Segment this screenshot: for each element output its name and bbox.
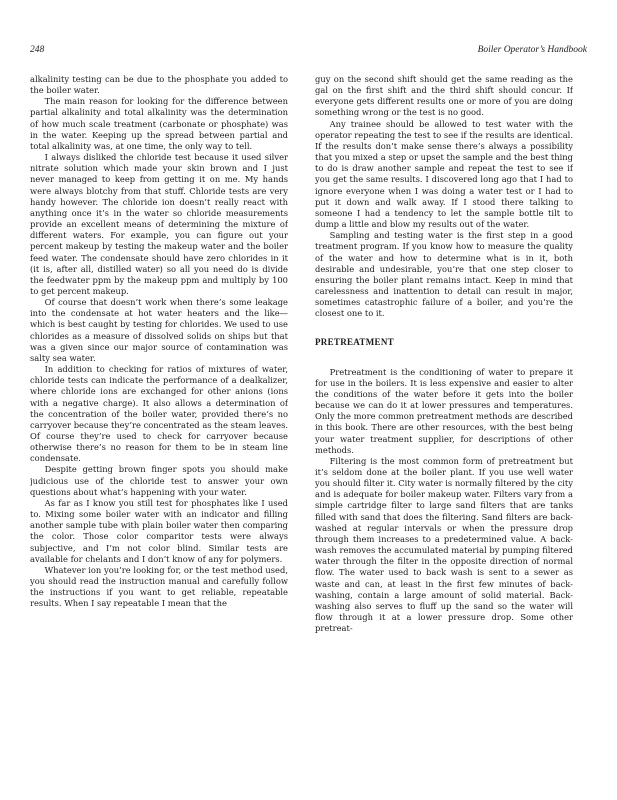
paragraph: The main reason for looking for the difference between partial alkalinity and total alkalinity was the determination of how much scale treatment (carbonate or phosphate) was in the water. Keeping up the spread between partial and total alkalinity was, at one time, the only way to tell. — [30, 96, 288, 151]
paragraph: Despite getting brown finger spots you should make judicious use of the chloride test to answer your own questions about what’s happening with your water. — [30, 464, 288, 497]
paragraph: guy on the second shift should get the same reading as the gal on the first shift and the third shift should concur. If everyone gets different results one or more of you are doing something wrong or the test is no good. — [315, 74, 573, 118]
paragraph: alkalinity testing can be due to the phosphate you added to the boiler water. — [30, 74, 288, 96]
paragraph: Whatever ion you’re looking for, or the test method used, you should read the instruction manual and carefully follow the instructions if you want to get reliable, repeatable results. When I say repeatable I mean that the — [30, 564, 288, 609]
paragraph: Any trainee should be allowed to test water with the operator repeating the test to see if the results are identical. If the results don’t make sense there’s always a possibility that you mixed a step or upset the sample and the best thing to do is draw another sample and repeat the test to see if you get the same results. I discovered long ago that I had to ignore everyone when I was doing a water test or I had to put it down and walk away. If I stood there talking to someone I had a tendency to let the sample bottle tilt to dump a little and blow my results out of the water. — [315, 118, 573, 230]
section-heading: PRETREATMENT — [315, 337, 394, 348]
paragraph: Pretreatment is the conditioning of water to prepare it for use in the boilers. It is less expensive and easier to alter the conditions of the water before it gets into the boiler because we can do it at lower pressures and temperatures. Only the more common pretreatment methods are described in this book. There are other resources, with the best being your water treatment supplier, for descriptions of other methods. — [315, 366, 573, 455]
page-number: 248 — [30, 45, 45, 55]
left-column — [30, 74, 288, 784]
running-title: Boiler Operator’s Handbook — [477, 45, 587, 55]
paragraph: Of course that doesn’t work when there’s some leakage into the condensate at hot water heaters and the like—which is best caught by testing for chlorides. We used to use chlorides as a measure of dissolved solids on ships but that was a given since our major source of contamination was salty sea water. — [30, 297, 288, 363]
paragraph: I always disliked the chloride test because it used silver nitrate solution which made your skin brown and I just never managed to keep from getting it on me. My hands were always blotchy from that stuff. Chloride tests are very handy however. The chloride ion doesn’t really react with anything once it’s in the water so chloride measurements provide an excellent means of determining the mixture of different waters. For example, you can figure out your percent makeup by testing the makeup water and the boiler feed water. The condensate should have zero chlorides in it (it is, after all, distilled water) so all you need do is divide the feedwater ppm by the makeup ppm and multiply by 100 to get percent makeup. — [30, 152, 288, 296]
running-header — [30, 45, 587, 59]
right-column — [315, 74, 573, 784]
paragraph: As far as I know you still test for phosphates like I used to. Mixing some boiler water with an indicator and filling another sample tube with plain boiler water then comparing the color. Those color comparitor tests were always subjective, and I’m not color blind. Similar tests are available for chelants and I don’t know of any for polymers. — [30, 497, 288, 564]
paragraph: Sampling and testing water is the first step in a good treatment program. If you know how to measure the quality of the water and how to determine what is in it, both desirable and undesirable, you’re that one step closer to ensuring the boiler plant remains intact. Keep in mind that carelessness and inattention to detail can result in major, sometimes catastrophic failure of a boiler, and you’re the closest one to it. — [315, 230, 573, 319]
paragraph: Filtering is the most common form of pretreatment but it’s seldom done at the boiler plant. If you use well water you should filter it. City water is normally filtered by the city and is adequate for boiler makeup water. Filters vary from a simple cartridge filter to large sand filters that are tanks filled with sand that does the filtering. Sand filters are back-washed at regular intervals or when the pressure drop through them increases to a predetermined value. A back-wash removes the accumulated material by pumping filtered water through the filter in the opposite direction of normal flow. The water used to back wash is sent to a sewer as waste and can, at least in the first few minutes of back-washing, contain a large amount of solid material. Back-washing also serves to fluff up the sand so the water will flow through it at a lower pressure drop. Some other pretreat- — [315, 455, 573, 634]
paragraph: In addition to checking for ratios of mixtures of water, chloride tests can indicate the performance of a dealkalizer, where chloride ions are exchanged for other anions (ions with a negative charge). It also allows a determination of the concentration of the boiler water, provided there’s no carryover because they’re concentrated as the steam leaves. Of course they’re used to check for carryover because otherwise there’s no reason for them to be in steam line condensate. — [30, 364, 288, 464]
